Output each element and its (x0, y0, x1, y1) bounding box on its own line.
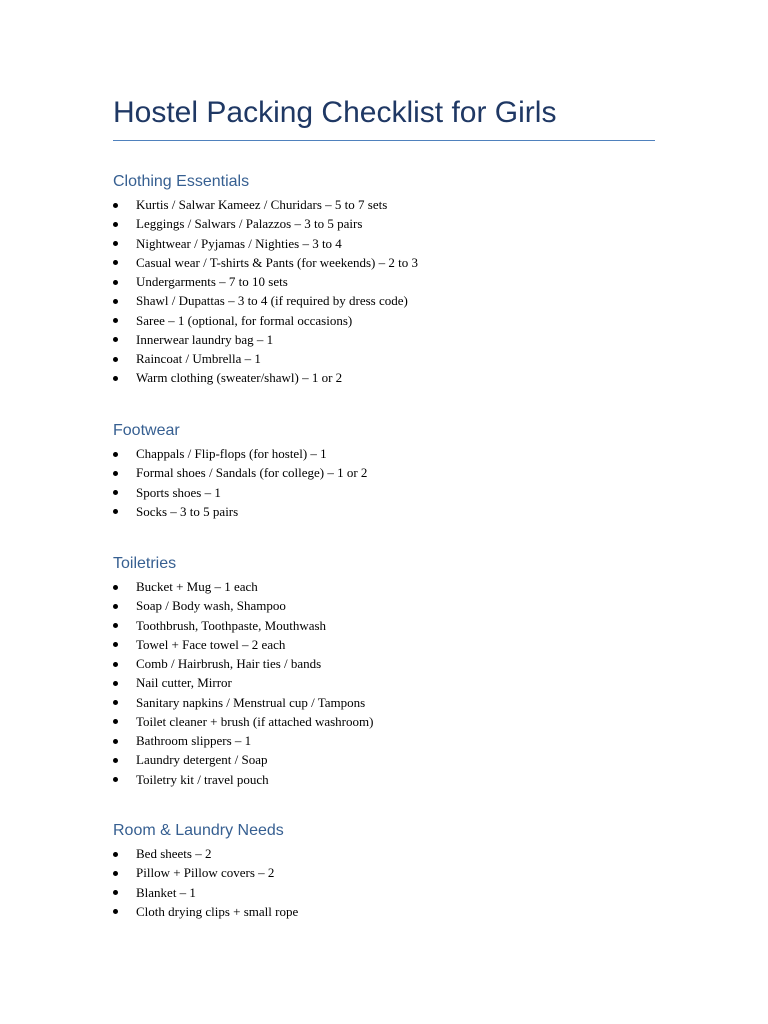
bullet-icon (113, 203, 118, 208)
bullet-icon (113, 280, 118, 285)
bullet-icon (113, 260, 118, 265)
bullet-icon (113, 318, 118, 323)
list-item (113, 463, 673, 482)
section-heading: Footwear (113, 422, 180, 439)
list-item (113, 368, 673, 387)
bullet-icon (113, 222, 118, 227)
list-item-text: Blanket – 1 (136, 884, 196, 900)
list-item-text: Kurtis / Salwar Kameez / Churidars – 5 to 7 sets (136, 197, 388, 212)
list-item (113, 577, 673, 596)
list-item (113, 844, 673, 863)
list-item-text: Warm clothing (sweater/shawl) – 1 or 2 (136, 370, 343, 386)
section-room-laundry-needs (113, 820, 673, 921)
bullet-icon (113, 490, 118, 495)
bullet-icon (113, 452, 118, 457)
list-item-text: Chappals / Flip-flops (for hostel) – 1 (136, 446, 327, 461)
list-item (113, 349, 673, 368)
list-item (113, 483, 673, 502)
list-item (113, 693, 673, 712)
list-item-text: Pillow + Pillow covers – 2 (136, 865, 275, 881)
list-item (113, 234, 673, 253)
list-item-text: Toothbrush, Toothpaste, Mouthwash (136, 617, 327, 633)
bullet-icon (113, 700, 118, 705)
section-heading: Toiletries (113, 555, 177, 572)
list-item (113, 272, 673, 291)
bullet-icon (113, 241, 118, 246)
section-heading: Room & Laundry Needs (113, 822, 284, 839)
bullet-icon (113, 681, 118, 686)
list-item (113, 731, 673, 750)
list-item-text: Nightwear / Pyjamas / Nighties – 3 to 4 (136, 235, 342, 251)
list-item (113, 902, 673, 921)
list-item (113, 253, 673, 272)
list-item (113, 502, 673, 521)
list-item (113, 291, 673, 310)
section-clothing-essentials (113, 171, 673, 388)
list-item-text: Undergarments – 7 to 10 sets (136, 274, 288, 289)
list-item (113, 712, 673, 731)
list-item (113, 770, 673, 789)
bullet-icon (113, 357, 118, 362)
list-item-text: Socks – 3 to 5 pairs (136, 503, 239, 519)
list-item-text: Bathroom slippers – 1 (136, 733, 252, 748)
list-item-text: Casual wear / T-shirts & Pants (for weekends) – 2 to 3 (136, 254, 418, 270)
bullet-icon (113, 777, 118, 782)
list-item (113, 750, 673, 769)
list-item (113, 673, 673, 692)
list-item-text: Sanitary napkins / Menstrual cup / Tampons (136, 694, 366, 710)
list-item (113, 616, 673, 635)
bullet-icon (113, 604, 118, 609)
list-item-text: Comb / Hairbrush, Hair ties / bands (136, 656, 322, 671)
bullet-icon (113, 299, 118, 304)
list-item-text: Toiletry kit / travel pouch (136, 771, 269, 787)
bullet-icon (113, 871, 118, 876)
section-toiletries (113, 553, 673, 789)
bullet-icon (113, 909, 118, 914)
bullet-icon (113, 739, 118, 744)
list-item (113, 330, 673, 349)
list-item-text: Soap / Body wash, Shampoo (136, 598, 286, 614)
list-item-text: Leggings / Salwars / Palazzos – 3 to 5 pairs (136, 216, 363, 232)
bullet-icon (113, 642, 118, 647)
list-item-text: Nail cutter, Mirror (136, 675, 232, 691)
list-item-text: Sports shoes – 1 (136, 484, 221, 500)
list-item (113, 214, 673, 233)
list-item-text: Laundry detergent / Soap (136, 752, 268, 768)
list-item-text: Toilet cleaner + brush (if attached washroom) (136, 713, 374, 729)
bullet-icon (113, 890, 118, 895)
list-item (113, 883, 673, 902)
bullet-icon (113, 623, 118, 628)
list-item-text: Raincoat / Umbrella – 1 (136, 351, 261, 366)
bullet-icon (113, 337, 118, 342)
list-item (113, 596, 673, 615)
list-item-text: Bucket + Mug – 1 each (136, 579, 258, 594)
section-heading: Clothing Essentials (113, 173, 250, 190)
list-item (113, 635, 673, 654)
title-underline (113, 140, 655, 141)
list-item-text: Towel + Face towel – 2 each (136, 636, 286, 652)
list-item (113, 863, 673, 882)
list-item (113, 311, 673, 330)
list-item (113, 195, 673, 214)
list-item-text: Formal shoes / Sandals (for college) – 1 or 2 (136, 465, 368, 481)
list-item-text: Shawl / Dupattas – 3 to 4 (if required by dress code) (136, 293, 408, 309)
checklist (113, 577, 673, 789)
bullet-icon (113, 509, 118, 514)
checklist (113, 195, 673, 388)
bullet-icon (113, 662, 118, 667)
list-item-text: Saree – 1 (optional, for formal occasions) (136, 312, 353, 328)
bullet-icon (113, 758, 118, 763)
list-item (113, 444, 673, 463)
bullet-icon (113, 471, 118, 476)
list-item-text: Bed sheets – 2 (136, 846, 212, 861)
bullet-icon (113, 376, 118, 381)
checklist (113, 444, 673, 521)
bullet-icon (113, 719, 118, 724)
list-item (113, 654, 673, 673)
bullet-icon (113, 585, 118, 590)
document-title: Hostel Packing Checklist for Girls (113, 96, 557, 129)
list-item-text: Innerwear laundry bag – 1 (136, 331, 274, 347)
checklist (113, 844, 673, 921)
bullet-icon (113, 852, 118, 857)
list-item-text: Cloth drying clips + small rope (136, 903, 299, 919)
section-footwear (113, 420, 673, 521)
